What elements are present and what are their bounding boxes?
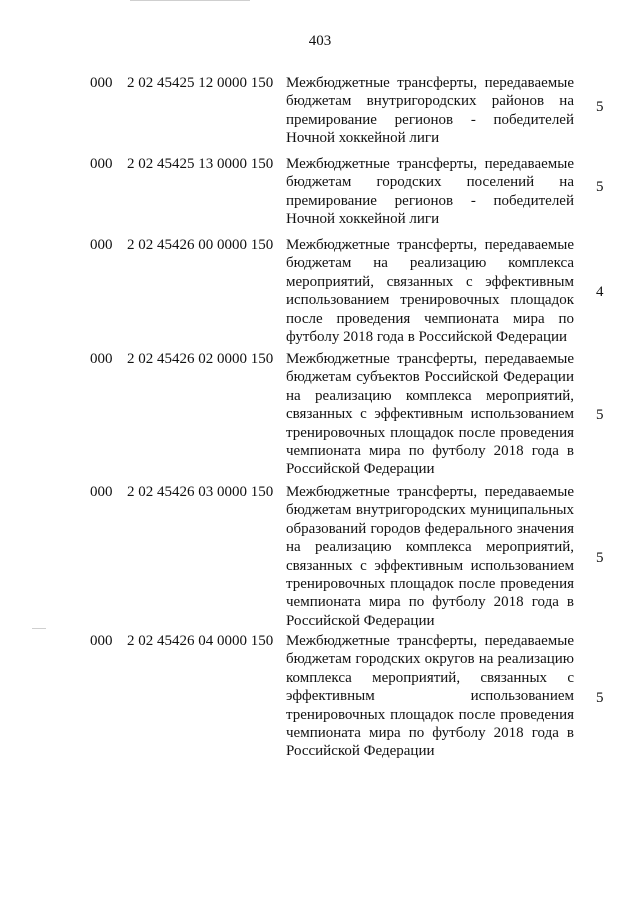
income-name-line: Межбюджетные трансферты, передаваемые bbox=[286, 156, 574, 172]
income-name-line: премирование регионов - победителей bbox=[286, 192, 574, 209]
income-name-line: Ночной хоккейной лиги bbox=[286, 211, 440, 228]
income-name-line: после проведения чемпионата мира по bbox=[286, 310, 574, 327]
table-row bbox=[0, 74, 640, 148]
table-row bbox=[0, 350, 640, 479]
standard-code: 5 bbox=[596, 179, 604, 195]
admin-code: 000 bbox=[90, 156, 113, 172]
income-name bbox=[286, 236, 574, 346]
income-name-line: чемпионата мира по футболу 2018 года в bbox=[286, 594, 574, 611]
income-name-line: тренировочных площадок после проведения bbox=[286, 706, 574, 723]
income-name-line: на реализацию комплекса мероприятий, bbox=[286, 387, 574, 404]
income-name-line: Российской Федерации bbox=[286, 612, 435, 629]
income-name-line: связанных с эффективным использованием bbox=[286, 557, 574, 574]
income-name-line: связанных с эффективным использованием bbox=[286, 406, 574, 423]
table-row bbox=[0, 236, 640, 346]
income-name bbox=[286, 155, 574, 229]
income-name-line: чемпионата мира по футболу 2018 года в bbox=[286, 725, 574, 742]
income-name bbox=[286, 74, 574, 148]
income-name-line: бюджетам внутригородских муниципальных bbox=[286, 502, 574, 519]
income-name-line: тренировочных площадок после проведения bbox=[286, 424, 574, 441]
standard-code: 5 bbox=[596, 99, 604, 115]
table-row bbox=[0, 155, 640, 229]
scan-mark-top bbox=[130, 0, 250, 1]
income-name-line: Межбюджетные трансферты, передаваемые bbox=[286, 237, 574, 253]
standard-code: 5 bbox=[596, 550, 604, 566]
admin-code: 000 bbox=[90, 633, 113, 649]
income-name-line: Межбюджетные трансферты, передаваемые bbox=[286, 351, 574, 367]
income-name-line: футболу 2018 года в Российской Федерации bbox=[286, 329, 568, 346]
income-name-line: Межбюджетные трансферты, передаваемые bbox=[286, 75, 574, 91]
budget-classification-code: 2 02 45425 12 0000 150 bbox=[127, 75, 274, 91]
income-name-line: бюджетам субъектов Российской Федерации bbox=[286, 369, 574, 386]
income-name-line: эффективным использованием bbox=[286, 688, 574, 705]
income-name bbox=[286, 483, 574, 630]
income-name bbox=[286, 350, 574, 479]
table-row bbox=[0, 483, 640, 630]
admin-code: 000 bbox=[90, 484, 113, 500]
standard-code: 5 bbox=[596, 407, 604, 423]
scan-mark-side bbox=[32, 628, 46, 629]
admin-code: 000 bbox=[90, 351, 113, 367]
income-name-line: мероприятий, связанных с эффективным bbox=[286, 273, 574, 290]
income-name-line: чемпионата мира по футболу 2018 года в bbox=[286, 443, 574, 460]
income-name-line: бюджетам городских поселений на bbox=[286, 174, 574, 191]
income-name-line: Российской Федерации bbox=[286, 743, 435, 760]
income-name-line: образований городов федерального значения bbox=[286, 520, 574, 537]
standard-code: 4 bbox=[596, 284, 604, 300]
income-name-line: Межбюджетные трансферты, передаваемые bbox=[286, 484, 574, 500]
standard-code: 5 bbox=[596, 690, 604, 706]
budget-classification-code: 2 02 45426 04 0000 150 bbox=[127, 633, 274, 649]
income-name-line: премирование регионов - победителей bbox=[286, 111, 574, 128]
budget-classification-code: 2 02 45426 00 0000 150 bbox=[127, 237, 274, 253]
income-name-line: тренировочных площадок после проведения bbox=[286, 576, 574, 593]
income-name-line: комплекса мероприятий, связанных с bbox=[286, 669, 574, 686]
income-name-line: бюджетам внутригородских районов на bbox=[286, 93, 574, 110]
income-name bbox=[286, 632, 574, 761]
income-name-line: бюджетам городских округов на реализацию bbox=[286, 651, 574, 668]
table-row bbox=[0, 632, 640, 761]
page-number: 403 bbox=[308, 33, 332, 49]
income-name-line: Межбюджетные трансферты, передаваемые bbox=[286, 633, 574, 649]
income-name-line: бюджетам на реализацию комплекса bbox=[286, 255, 574, 272]
budget-classification-code: 2 02 45426 03 0000 150 bbox=[127, 484, 274, 500]
income-name-line: Ночной хоккейной лиги bbox=[286, 130, 440, 147]
income-name-line: использованием тренировочных площадок bbox=[286, 292, 574, 309]
admin-code: 000 bbox=[90, 75, 113, 91]
income-name-line: Российской Федерации bbox=[286, 461, 435, 478]
admin-code: 000 bbox=[90, 237, 113, 253]
budget-classification-code: 2 02 45425 13 0000 150 bbox=[127, 156, 274, 172]
budget-classification-code: 2 02 45426 02 0000 150 bbox=[127, 351, 274, 367]
income-name-line: на реализацию комплекса мероприятий, bbox=[286, 539, 574, 556]
